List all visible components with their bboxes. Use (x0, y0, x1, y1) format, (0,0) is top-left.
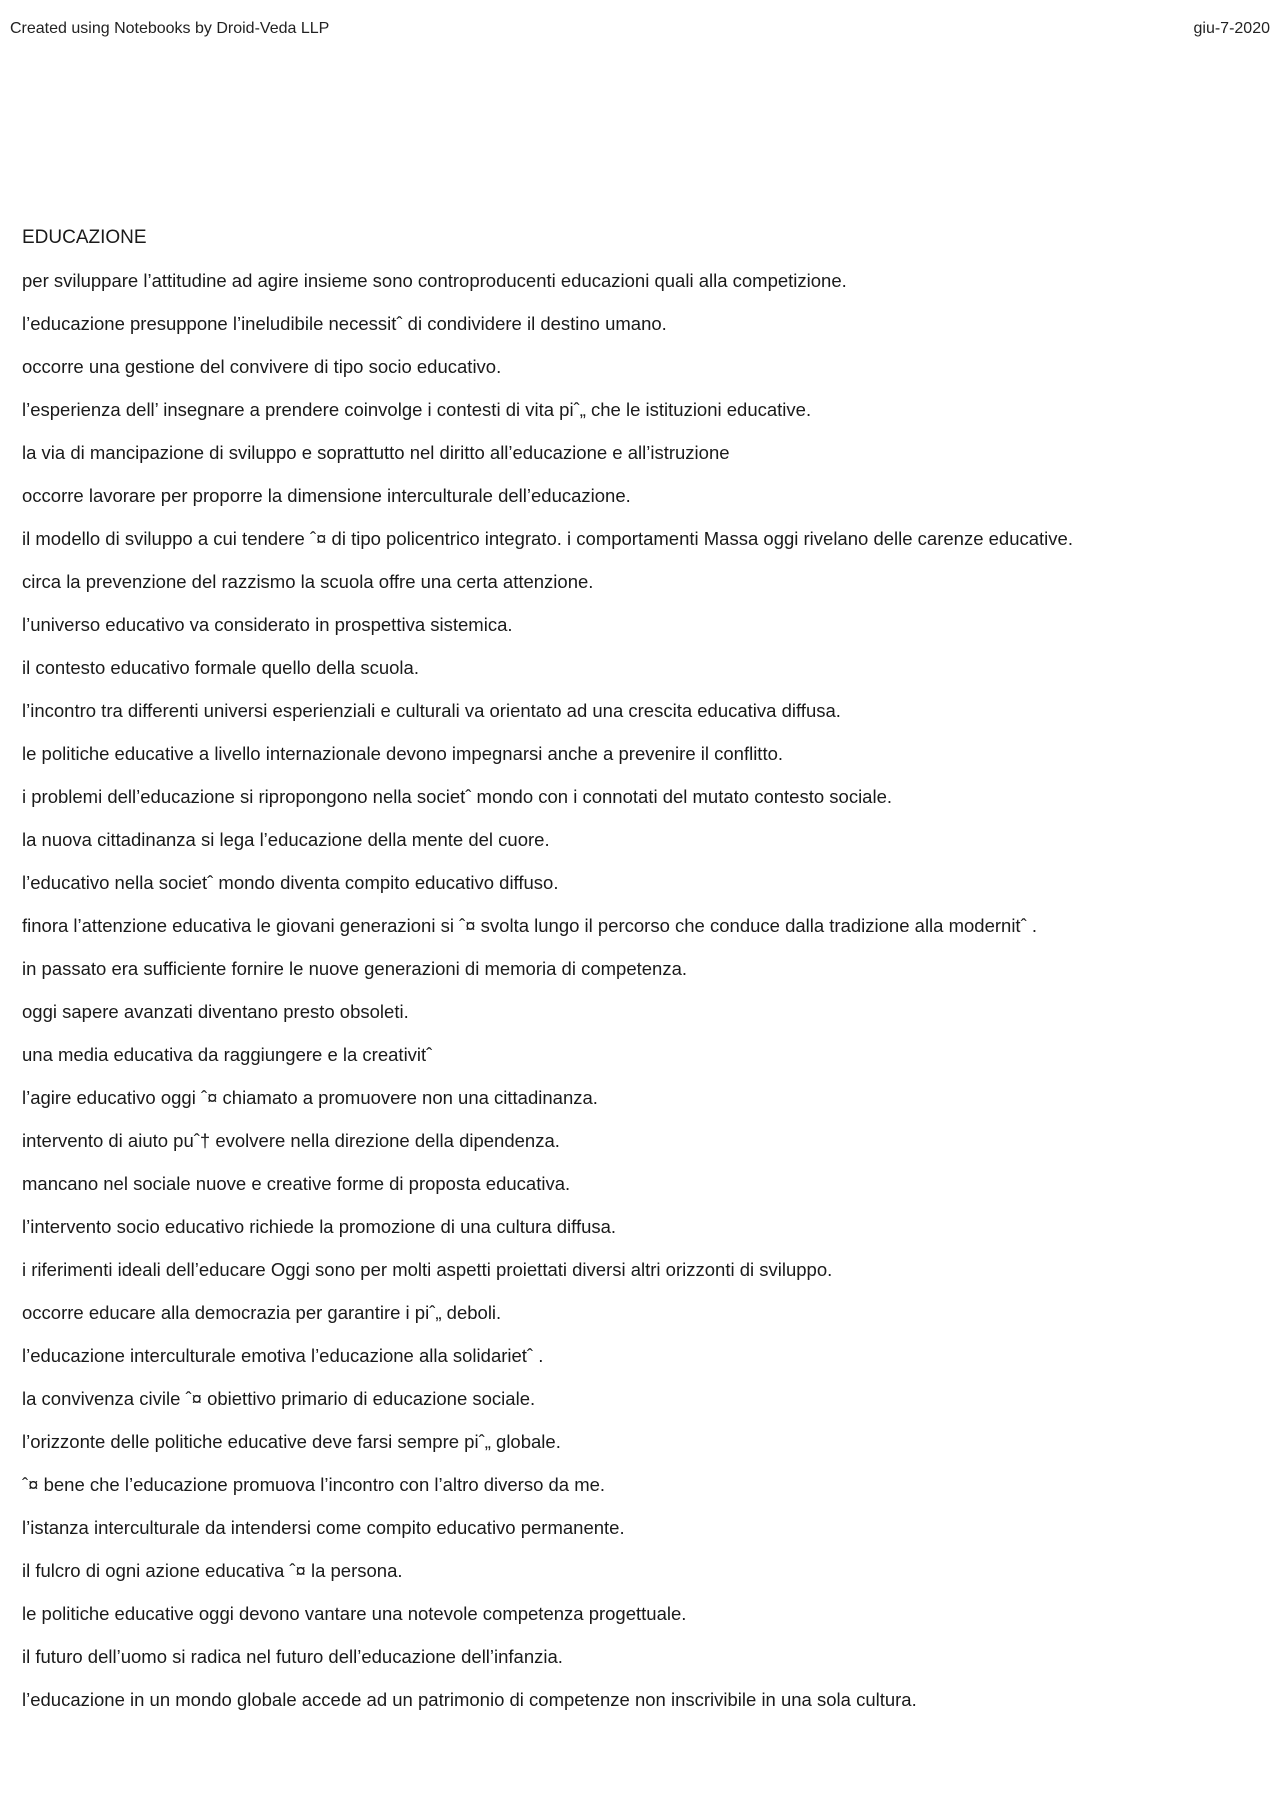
note-line: ˆ¤ bene che l’educazione promuova l’incontro con l’altro diverso da me. (22, 1474, 606, 1495)
note-line: l’educazione in un mondo globale accede ad un patrimonio di competenze non inscrivibile in una sola cultura. (22, 1689, 917, 1710)
note-line: la nuova cittadinanza si lega l’educazione della mente del cuore. (22, 829, 550, 850)
note-line: oggi sapere avanzati diventano presto obsoleti. (22, 1001, 409, 1022)
note-line: in passato era sufficiente fornire le nuove generazioni di memoria di competenza. (22, 958, 688, 979)
document-title: EDUCAZIONE (22, 227, 147, 248)
note-line: intervento di aiuto puˆ† evolvere nella direzione della dipendenza. (22, 1130, 560, 1151)
note-line: le politiche educative oggi devono vantare una notevole competenza progettuale. (22, 1603, 687, 1624)
note-line: il futuro dell’uomo si radica nel futuro dell’educazione dell’infanzia. (22, 1646, 563, 1667)
note-line: per sviluppare l’attitudine ad agire insieme sono controproducenti educazioni quali alla competizione. (22, 270, 847, 291)
note-line: occorre educare alla democrazia per garantire i piˆ„ deboli. (22, 1302, 502, 1323)
note-line: la convivenza civile ˆ¤ obiettivo primario di educazione sociale. (22, 1388, 536, 1409)
note-line: circa la prevenzione del razzismo la scuola offre una certa attenzione. (22, 571, 594, 592)
note-line: l’educazione presuppone l’ineludibile necessitˆ di condividere il destino umano. (22, 313, 667, 334)
note-line: occorre una gestione del convivere di tipo socio educativo. (22, 356, 502, 377)
note-line: il fulcro di ogni azione educativa ˆ¤ la persona. (22, 1560, 403, 1581)
note-line: l’incontro tra differenti universi esperienziali e culturali va orientato ad una crescita educativa diffusa. (22, 700, 841, 721)
page-header (10, 20, 1270, 44)
note-line: finora l’attenzione educativa le giovani generazioni si ˆ¤ svolta lungo il percorso che conduce dalla tradizione alla modernitˆ . (22, 915, 1038, 936)
note-line: l’educazione interculturale emotiva l’educazione alla solidarietˆ . (22, 1345, 544, 1366)
creator-credit: Created using Notebooks by Droid-Veda LLP (10, 20, 330, 37)
note-line: i problemi dell’educazione si ripropongono nella societˆ mondo con i connotati del mutato contesto sociale. (22, 786, 893, 807)
note-line: l’esperienza dell’ insegnare a prendere coinvolge i contesti di vita piˆ„ che le istituzioni educative. (22, 399, 812, 420)
note-line: le politiche educative a livello internazionale devono impegnarsi anche a prevenire il conflitto. (22, 743, 784, 764)
note-line: il contesto educativo formale quello della scuola. (22, 657, 419, 678)
document-date: giu-7-2020 (1193, 20, 1270, 37)
document-body (22, 216, 1260, 1721)
note-line: una media educativa da raggiungere e la creativitˆ (22, 1044, 433, 1065)
note-line: mancano nel sociale nuove e creative forme di proposta educativa. (22, 1173, 571, 1194)
note-line: l’orizzonte delle politiche educative deve farsi sempre piˆ„ globale. (22, 1431, 561, 1452)
note-line: la via di mancipazione di sviluppo e soprattutto nel diritto all’educazione e all’istruzione (22, 442, 730, 463)
note-lines (22, 259, 1260, 1721)
note-line: i riferimenti ideali dell’educare Oggi sono per molti aspetti proiettati diversi altri orizzonti di sviluppo. (22, 1259, 833, 1280)
note-line: occorre lavorare per proporre la dimensione interculturale dell’educazione. (22, 485, 631, 506)
note-line: l’universo educativo va considerato in prospettiva sistemica. (22, 614, 513, 635)
note-line: l’istanza interculturale da intendersi come compito educativo permanente. (22, 1517, 625, 1538)
note-line: il modello di sviluppo a cui tendere ˆ¤ di tipo policentrico integrato. i comportamenti Massa oggi rivelano delle carenze educative. (22, 528, 1073, 549)
note-line: l’intervento socio educativo richiede la promozione di una cultura diffusa. (22, 1216, 617, 1237)
note-line: l’agire educativo oggi ˆ¤ chiamato a promuovere non una cittadinanza. (22, 1087, 598, 1108)
note-line: l’educativo nella societˆ mondo diventa compito educativo diffuso. (22, 872, 559, 893)
